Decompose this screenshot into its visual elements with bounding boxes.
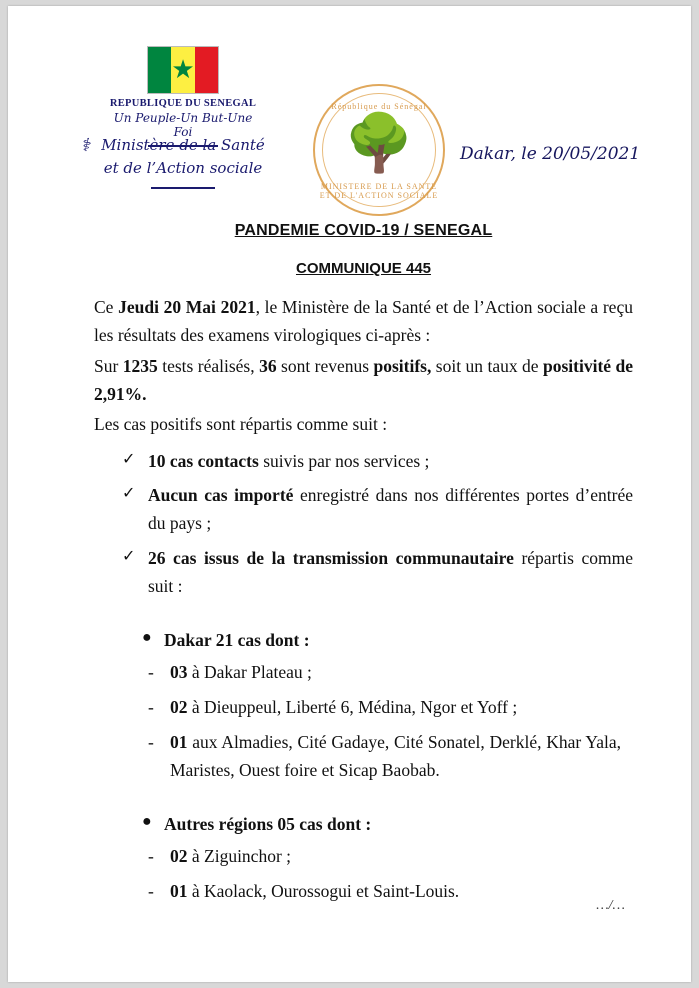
list-item-rest: suivis par nos services ; bbox=[258, 450, 430, 471]
dash-icon: - bbox=[148, 881, 154, 902]
flag-band-red bbox=[195, 47, 218, 93]
intro-text-a: Ce bbox=[94, 297, 119, 317]
dash-icon: - bbox=[148, 732, 154, 753]
list-item-strong: Aucun cas importé bbox=[148, 485, 294, 506]
page-continuation-marker: …/… bbox=[596, 898, 625, 913]
case-count: 01 bbox=[170, 732, 188, 753]
check-icon: ✓ bbox=[122, 450, 136, 468]
case-locations: à Dakar Plateau ; bbox=[187, 662, 312, 683]
region-section-dakar bbox=[94, 630, 633, 784]
star-icon: ★ bbox=[171, 55, 195, 84]
official-seal bbox=[313, 84, 445, 216]
case-locations: aux Almadies, Cité Gadaye, Cité Sonatel, Derklé, Khar Yala, Maristes, Ouest foire et Sicap Baobab. bbox=[170, 732, 621, 781]
region-heading-label: Autres régions 05 cas dont : bbox=[164, 814, 372, 835]
flag-band-green bbox=[148, 47, 171, 93]
bullet-dot-icon: ● bbox=[142, 813, 152, 831]
tests-positivity-rate: positivité de 2,91%. bbox=[94, 355, 634, 405]
checklist bbox=[94, 447, 633, 601]
case-count: 01 bbox=[170, 881, 188, 902]
list-item bbox=[146, 693, 633, 721]
document-page bbox=[8, 6, 691, 982]
region-heading bbox=[138, 630, 633, 651]
page-title: PANDEMIE COVID-19 / SENEGAL bbox=[234, 222, 493, 239]
baobab-tree-icon: 🌳 bbox=[344, 113, 414, 175]
list-item bbox=[146, 728, 633, 784]
tests-positive-count: 36 bbox=[259, 355, 277, 376]
region-detail-list bbox=[138, 658, 633, 784]
region-heading-label: Dakar 21 cas dont : bbox=[164, 630, 310, 651]
region-heading bbox=[138, 814, 633, 835]
list-item bbox=[146, 877, 633, 905]
case-locations: à Dieuppeul, Liberté 6, Médina, Ngor et Yoff ; bbox=[187, 697, 518, 718]
list-item bbox=[122, 544, 633, 601]
intro-text-c: , le Ministère de la Santé et de l’Action sociale a reçu les résultats des examens virologiques ci-après : bbox=[94, 297, 633, 346]
tests-text-c: tests réalisés, bbox=[157, 355, 260, 376]
case-count: 03 bbox=[170, 662, 188, 683]
intro-date: Jeudi 20 Mai 2021 bbox=[118, 297, 256, 317]
list-item bbox=[146, 842, 633, 870]
dateline: Dakar, le 20/05/2021 bbox=[460, 144, 641, 164]
ministry-line-2: et de l’Action sociale bbox=[103, 158, 263, 177]
tests-positive-word: positifs, bbox=[373, 355, 432, 376]
ministry-line-1: Ministère de la Santé bbox=[101, 136, 265, 154]
seal-bottom-text: MINISTERE DE LA SANTE ET DE L'ACTION SOCIALE bbox=[319, 182, 439, 200]
tests-total: 1235 bbox=[122, 355, 158, 376]
paragraph-intro bbox=[94, 293, 633, 350]
case-locations: à Ziguinchor ; bbox=[187, 846, 292, 867]
dash-icon: - bbox=[148, 697, 154, 718]
caduceus-icon: ⚕ bbox=[80, 135, 90, 156]
bullet-dot-icon: ● bbox=[142, 629, 152, 647]
list-item-rest: enregistré dans nos différentes portes d’entrée du pays ; bbox=[148, 485, 633, 534]
paragraph-breakdown-lead: Les cas positifs sont répartis comme suit : bbox=[94, 414, 388, 435]
list-item-rest: répartis comme suit : bbox=[148, 547, 633, 597]
list-item-strong: 26 cas issus de la transmission communautaire bbox=[148, 547, 514, 568]
case-count: 02 bbox=[170, 846, 188, 867]
republic-emblem-block bbox=[103, 46, 263, 147]
tests-text-g: soit un taux de bbox=[431, 355, 544, 376]
dash-icon: - bbox=[148, 662, 154, 683]
flag-band-yellow bbox=[171, 47, 194, 93]
document-body bbox=[8, 222, 691, 905]
communique-number: COMMUNIQUE 445 bbox=[295, 260, 432, 277]
case-count: 02 bbox=[170, 697, 188, 718]
list-item bbox=[146, 658, 633, 686]
region-detail-list bbox=[138, 842, 633, 905]
republic-title: REPUBLIQUE DU SENEGAL bbox=[109, 98, 257, 109]
dash-icon: - bbox=[148, 846, 154, 867]
tests-text-a: Sur bbox=[94, 355, 123, 376]
document-header bbox=[8, 6, 691, 206]
paragraph-tests bbox=[94, 352, 633, 409]
seal-top-text: République du Sénégal bbox=[331, 102, 427, 111]
check-icon: ✓ bbox=[122, 547, 136, 565]
list-item bbox=[122, 447, 633, 475]
region-section-autres bbox=[94, 814, 633, 905]
case-locations: à Kaolack, Ourossogui et Saint-Louis. bbox=[187, 881, 460, 902]
senegal-flag-icon bbox=[147, 46, 219, 94]
tests-text-e: sont revenus bbox=[276, 355, 374, 376]
ministry-divider bbox=[151, 187, 215, 189]
republic-motto: Un Peuple-Un But-Une Foi bbox=[113, 111, 253, 139]
ministry-block bbox=[68, 134, 298, 189]
list-item-strong: 10 cas contacts bbox=[148, 450, 259, 471]
check-icon: ✓ bbox=[122, 485, 136, 503]
list-item bbox=[122, 481, 633, 538]
